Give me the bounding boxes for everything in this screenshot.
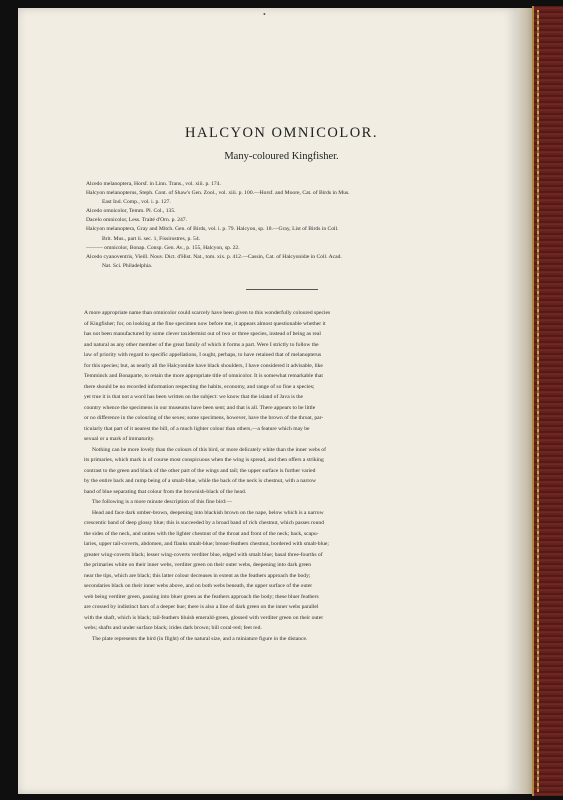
- body-line: secondaries black on their inner webs above, and on both webs beneath, the upper surface of the outer: [84, 583, 313, 589]
- body-line: has not been manufactured by some clever taxidermist out of two or three species, instead of being as real: [84, 331, 321, 337]
- body-line: ticularly that part of it nearest the bill, of a much lighter colour than others,—a feature which may be: [84, 425, 310, 432]
- body-line: its primaries, which mark is of course most conspicuous when the wing is spread, and then offers a striking: [84, 457, 324, 463]
- page-mark: •: [263, 10, 266, 19]
- body-line: with the shaft, which is black; tail-feathers bluish emerald-green, glossed with verditer green on their outer: [84, 614, 324, 621]
- body-line: are crossed by indistinct bars of a deeper hue; there is also a line of dark green on the inner webs parallel: [84, 604, 319, 610]
- body-line: of Kingfisher; for, on looking at the fine specimen now before me, it appears almost questionable whether it: [84, 320, 326, 327]
- body-text: [84, 308, 508, 644]
- body-line: the sides of the neck, and unites with the lighter chestnut of the throat and front of the neck; back, scapu-: [84, 530, 319, 537]
- body-line: Head and face dark umber-brown, deepening into blackish brown on the nape, below which is a narrow: [92, 509, 324, 516]
- body-line: The plate represents the bird (in flight) of the natural size, and a miniature figure in the distance.: [92, 635, 308, 642]
- divider-rule: [246, 289, 318, 290]
- body-line: laries, upper tail-coverts, abdomen, and flanks smalt-blue; breast-feathers chestnut, bordered with smalt-blue;: [84, 541, 329, 547]
- body-line: for this species; but, as nearly all the Halcyonidæ have black shoulders, I have considered it advisable, like: [84, 362, 323, 369]
- body-line: country whence the specimens in our museums have been sent; and that is all. There appears to be little: [84, 404, 316, 411]
- synonymy-line: Nat. Sci. Philadelphia.: [102, 262, 153, 269]
- synonymy-list: [86, 180, 506, 271]
- synonymy-line: Halcyon melanopterus, Steph. Cont. of Shaw's Gen. Zool., vol. xiii. p. 100.—Horsf. and Moore, Cat. of Birds in Mus.: [86, 190, 350, 197]
- synonymy-line: East Ind. Comp., vol. i. p. 127.: [102, 199, 171, 206]
- synonymy-line: Alcedo melanoptera, Horsf. in Linn. Trans., vol. xiii. p. 174.: [86, 181, 221, 187]
- synonymy-line: Alcedo omnicolor, Temm. Pl. Col., 135.: [86, 208, 176, 215]
- body-line: near the tips, which are black; this latter colour decreases in extent as the feathers approach the body;: [84, 572, 311, 579]
- body-line: The following is a more minute description of this fine bird:—: [92, 499, 233, 505]
- page-subtitle: Many-coloured Kingfisher.: [224, 151, 339, 162]
- body-line: and natural as any other member of the great family of which it forms a part. Were I strictly to follow the: [84, 341, 319, 348]
- body-line: contrast to the green and black of the other part of the wings and tail; the upper surface is further varied: [84, 467, 316, 474]
- body-line: band of blue separating that colour from the brownish-black of the head.: [84, 488, 247, 495]
- synonymy-line: Brit. Mus., part ii. sec. 1, Fissirostres, p. 54.: [102, 235, 201, 242]
- body-line: crescentic band of deep glossy blue; this is succeeded by a broad band of rich chestnut, which passes round: [84, 520, 324, 526]
- synonymy-line: Halcyon melanoptera, Gray and Mitch. Gen. of Birds, vol. i. p. 79. Halcyon, sp. 18.—Gray, List of Birds in Coll.: [86, 226, 339, 233]
- body-line: by the entire back and rump being of a smalt-blue, while the back of the neck is chestnut, with a narrow: [84, 478, 317, 484]
- synonymy-line: ——— omnicolor, Bonap. Consp. Gen. Av., p. 155, Halcyon, sp. 22.: [86, 244, 240, 251]
- body-line: greater wing-coverts black; lesser wing-coverts verditer blue, edged with smalt blue; basal three-fourths of: [84, 551, 323, 558]
- body-line: A more appropriate name than omnicolor could scarcely have been given to this wonderfully coloured species: [84, 310, 331, 316]
- body-line: webs; shafts and under surface black; irides dark brown; bill coral-red; feet red.: [84, 625, 262, 631]
- body-line: Temminck and Bonaparte, to retain the more appropriate title of omnicolor. It is somewhat remarkable that: [84, 373, 323, 379]
- body-line: or no difference in the colouring of the sexes; some specimens, however, have the brown of the throat, par-: [84, 415, 324, 421]
- body-line: the primaries white on their inner webs, verditer green on their outer webs, deepening into dark green: [84, 562, 312, 568]
- body-line: yet true it is that not a word has been written on the subject: we know that the island of Java is the: [84, 394, 304, 400]
- synonymy-line: Alcedo cyanoventris, Vieill. Nouv. Dict. d'Hist. Nat., tom. xix. p. 412.—Cassin, Cat. of Halcyonidæ in Coll. Acad.: [86, 253, 342, 260]
- body-line: sexual or a mark of immaturity.: [84, 436, 155, 442]
- body-line: law of priority with regard to specific appellations, I ought, perhaps, to have retained that of melanopterus: [84, 352, 322, 358]
- body-line: there should be no recorded information respecting the habits, economy, and range of so fine a species;: [84, 383, 315, 390]
- body-line: web being verditer green, passing into bluer green as the feathers approach the body; these bluer feathers: [84, 593, 319, 600]
- synonymy-line: Dacelo omnicolor, Less. Traité d'Orn. p. 247.: [86, 217, 187, 224]
- body-line: Nothing can be more lovely than the colours of this bird, or more delicately white than the inner webs of: [92, 446, 326, 453]
- page-title: HALCYON OMNICOLOR.: [185, 125, 378, 141]
